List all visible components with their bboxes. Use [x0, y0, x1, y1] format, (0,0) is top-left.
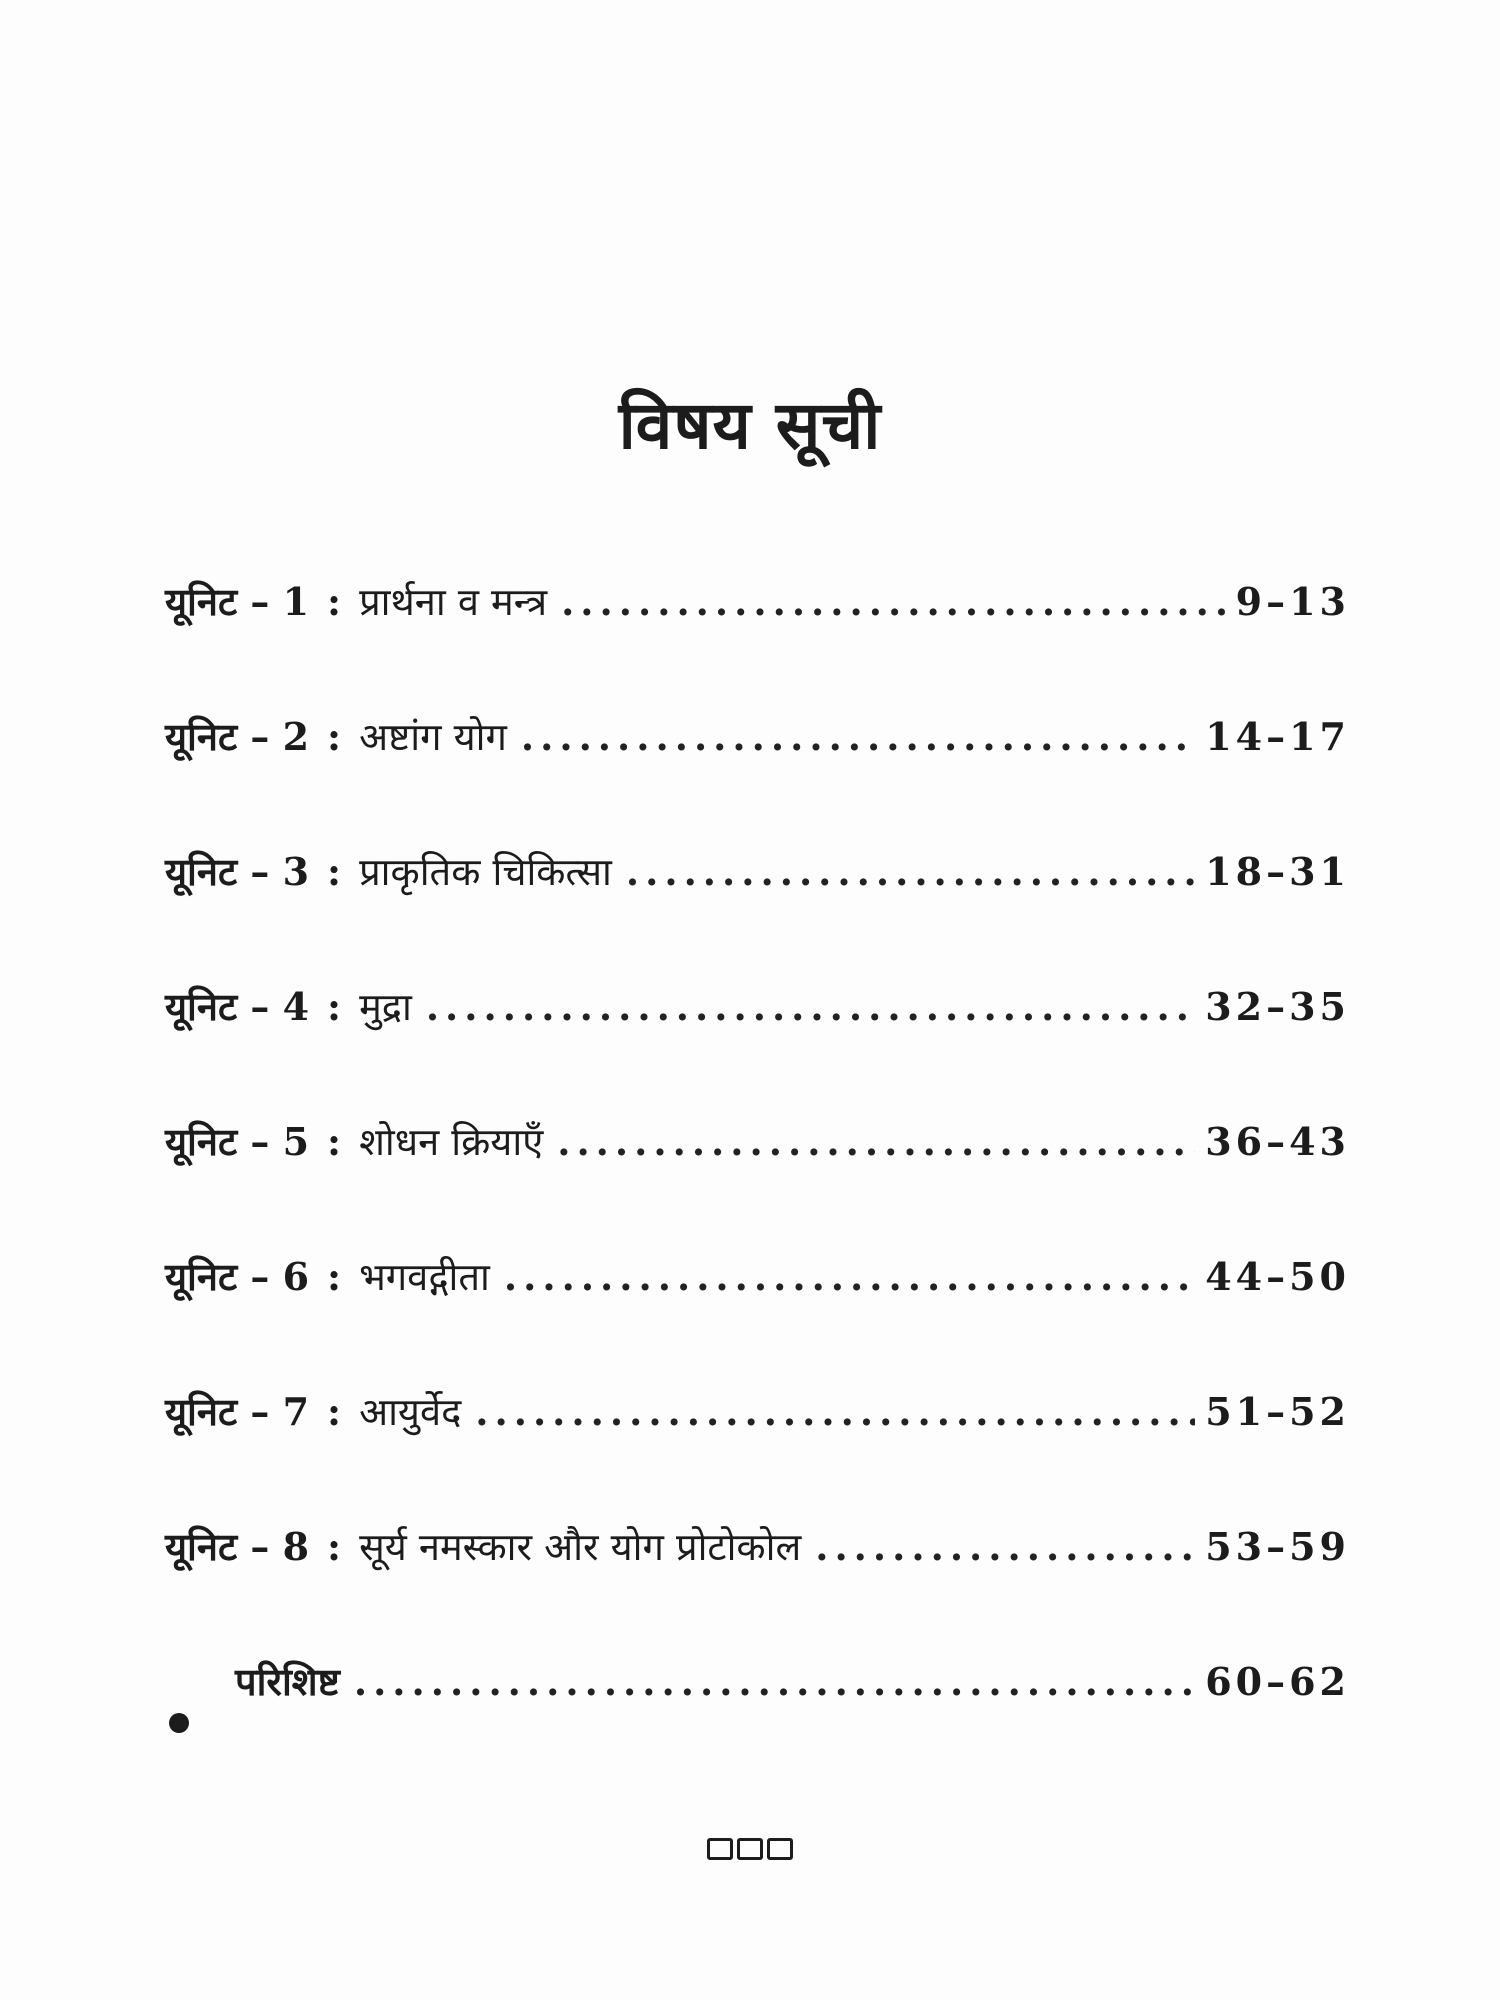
unit-label: यूनिट – 7 [165, 1389, 310, 1434]
topic-title: सूर्य नमस्कार और योग प्रोटोकोल [359, 1525, 802, 1569]
page-range: 36–43 [1205, 1119, 1350, 1164]
dot-leader [557, 1119, 1195, 1164]
square-icon [767, 1838, 793, 1860]
square-icon [737, 1838, 763, 1860]
square-icon [707, 1838, 733, 1860]
toc-entry-unit-8 [165, 1520, 1350, 1655]
toc-entry-unit-4 [165, 980, 1350, 1115]
unit-label: यूनिट – 1 [165, 579, 310, 624]
unit-separator: : [327, 1119, 342, 1164]
page-range: 32–35 [1205, 984, 1350, 1029]
page-range: 9–13 [1235, 579, 1350, 624]
unit-separator: : [327, 579, 342, 624]
topic-title: शोधन क्रियाएँ [359, 1120, 544, 1164]
dot-leader [504, 1254, 1195, 1299]
dot-leader [626, 849, 1195, 894]
page-range: 44–50 [1205, 1254, 1350, 1299]
topic-title: प्राकृतिक चिकित्सा [359, 850, 612, 894]
topic-title: अष्टांग योग [359, 715, 507, 759]
unit-separator: : [327, 984, 342, 1029]
unit-label: यूनिट – 5 [165, 1119, 310, 1164]
topic-title: भगवद्गीता [359, 1255, 490, 1299]
unit-separator: : [327, 849, 342, 894]
topic-title: आयुर्वेद [359, 1390, 462, 1434]
topic-title: मुद्रा [359, 985, 412, 1029]
unit-label: यूनिट – 4 [165, 984, 310, 1029]
dot-leader [475, 1389, 1195, 1434]
toc-entry-unit-5 [165, 1115, 1350, 1250]
topic-title: प्रार्थना व मन्त्र [359, 580, 548, 624]
unit-label: यूनिट – 6 [165, 1254, 310, 1299]
toc-entry-unit-1 [165, 575, 1350, 710]
unit-separator: : [327, 1524, 342, 1569]
toc-entry-unit-6 [165, 1250, 1350, 1385]
dot-leader [815, 1524, 1195, 1569]
page-range: 51–52 [1205, 1389, 1350, 1434]
dot-leader [561, 579, 1226, 624]
toc-entry-unit-7 [165, 1385, 1350, 1520]
page-range: 18–31 [1205, 849, 1350, 894]
dot-leader [426, 984, 1195, 1029]
page-title: विषय सूची [618, 387, 882, 464]
bullet-icon [169, 1713, 189, 1733]
toc-entry-appendix [165, 1655, 1350, 1790]
page-range: 53–59 [1205, 1524, 1350, 1569]
dot-leader [521, 714, 1195, 759]
unit-label: यूनिट – 2 [165, 714, 310, 759]
toc-entry-unit-2 [165, 710, 1350, 845]
toc-entry-unit-3 [165, 845, 1350, 980]
dot-leader [354, 1659, 1195, 1704]
unit-separator: : [327, 714, 342, 759]
page-range: 14–17 [1205, 714, 1350, 759]
end-mark [0, 1838, 1500, 1860]
unit-label: यूनिट – 8 [165, 1524, 310, 1569]
unit-label: यूनिट – 3 [165, 849, 310, 894]
unit-separator: : [327, 1389, 342, 1434]
page-range: 60–62 [1205, 1659, 1350, 1704]
topic-title: परिशिष्ट [235, 1659, 340, 1704]
table-of-contents [165, 575, 1350, 1790]
unit-separator: : [327, 1254, 342, 1299]
